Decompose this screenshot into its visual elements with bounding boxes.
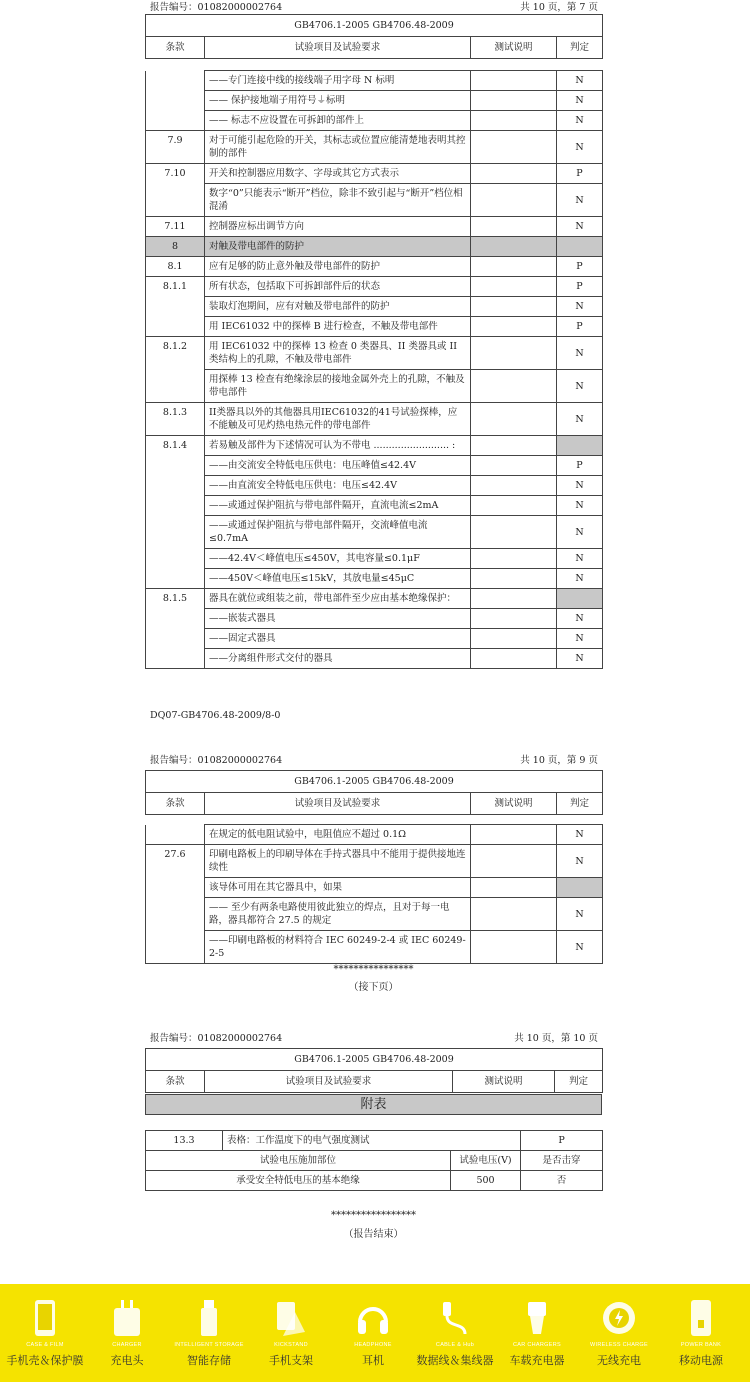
headphone-icon [355,1298,391,1338]
desc-cell [471,131,557,164]
table-row [146,111,603,131]
category-en: INTELLIGENT STORAGE [174,1342,244,1348]
col-verdict: 判定 [557,793,603,815]
verdict-cell: N [557,609,603,629]
report-number: 报告编号：01082000002764 [150,2,283,13]
col-clause: 条款 [146,793,205,815]
col-test-voltage: 试验电压(V) [451,1151,521,1171]
verdict-cell: N [557,217,603,237]
desc-cell [471,898,557,931]
page7-header-table [145,14,603,59]
table-row [146,403,603,436]
category-car-charger[interactable] [492,1284,582,1382]
table-row [146,164,603,184]
category-zh: 智能存储 [187,1354,231,1367]
item-cell: ——专门连接中线的接线端子用字母 N 标明 [205,71,471,91]
desc-cell [471,931,557,964]
verdict-cell [557,436,603,456]
item-cell: II类器具以外的其他器具用IEC61032的41号试验探棒，应不能触及可见灼热电热元件的带电部件 [205,403,471,436]
report-number: 报告编号：01082000002764 [150,1033,283,1044]
document-code: DQ07-GB4706.48-2009/8-0 [150,710,281,721]
item-cell: —— 标志不应设置在可拆卸的部件上 [205,111,471,131]
desc-cell [471,496,557,516]
clause-cell [146,91,205,111]
verdict-cell: P [521,1131,603,1151]
desc-cell [471,589,557,609]
col-clause: 条款 [146,1071,205,1093]
item-cell: 对触及带电部件的防护 [205,237,471,257]
item-cell: 数字“0”只能表示“断开”档位，除非不致引起与“断开”档位相混淆 [205,184,471,217]
table-row [146,516,603,549]
page7-body-table [145,70,603,669]
verdict-cell: P [557,456,603,476]
col-verdict: 判定 [557,37,603,59]
table-row [146,496,603,516]
verdict-cell: N [557,91,603,111]
table-title: 表格：工作温度下的电气强度测试 [223,1131,521,1151]
desc-cell [471,111,557,131]
verdict-cell: P [557,277,603,297]
item-cell: 该导体可用在其它器具中，如果 [205,878,471,898]
report-number: 报告编号：01082000002764 [150,755,283,766]
category-zh: 充电头 [110,1354,144,1367]
desc-cell [471,436,557,456]
category-zh: 移动电源 [679,1354,723,1367]
verdict-cell: N [557,337,603,370]
desc-cell [471,845,557,878]
clause-cell: 8.1.5 [146,589,205,609]
item-cell: 若易触及部件为下述情况可认为不带电 ......................... : [205,436,471,456]
item-cell: 装取灯泡期间，应有对触及带电部件的防护 [205,297,471,317]
table-row [146,91,603,111]
item-cell: ——450V＜峰值电压≤15kV，其放电量≤45μC [205,569,471,589]
clause-cell [146,456,205,476]
col-applied-part: 试验电压施加部位 [146,1151,451,1171]
clause-cell [146,516,205,549]
verdict-cell [557,589,603,609]
table-row [146,649,603,669]
col-breakdown: 是否击穿 [521,1151,603,1171]
appendix-title: 附表 [146,1095,602,1115]
desc-cell [471,297,557,317]
standards-title: GB4706.1-2005 GB4706.48-2009 [146,1049,603,1071]
item-cell: ——分离组件形式交付的器具 [205,649,471,669]
clause-cell [146,111,205,131]
verdict-cell: N [557,569,603,589]
continued-note: （接下页） [348,982,399,993]
table-row [146,257,603,277]
desc-cell [471,609,557,629]
clause-cell: 8.1.1 [146,277,205,297]
item-cell: ——嵌装式器具 [205,609,471,629]
clause-cell: 7.10 [146,164,205,184]
table-row [146,317,603,337]
desc-cell [471,71,557,91]
table-row [146,569,603,589]
product-category-banner [0,1284,750,1382]
desc-cell [471,549,557,569]
clause-cell [146,649,205,669]
category-headphone[interactable] [328,1284,418,1382]
category-en: CHARGER [112,1342,142,1348]
verdict-cell [557,237,603,257]
page9-header-table [145,770,603,815]
desc-cell [471,257,557,277]
table-row [146,217,603,237]
desc-cell [471,277,557,297]
item-cell: ——42.4V＜峰值电压≤450V，其电容量≤0.1μF [205,549,471,569]
page-number: 共 10 页，第 9 页 [520,755,598,766]
category-zh: 手机壳＆保护膜 [6,1354,84,1367]
item-cell: 控制器应标出调节方向 [205,217,471,237]
standards-title: GB4706.1-2005 GB4706.48-2009 [146,15,603,37]
category-en: HEADPHONE [354,1342,392,1348]
clause-cell [146,184,205,217]
item-cell: 印刷电路板上的印刷导体在手持式器具中不能用于提供接地连续性 [205,845,471,878]
item-cell: 用 IEC61032 中的探棒 B 进行检查，不触及带电部件 [205,317,471,337]
appendix-bar [145,1094,602,1115]
page-header [145,1030,602,1044]
category-zh: 车载充电器 [509,1354,565,1367]
item-cell: —— 至少有两条电路使用彼此独立的焊点，且对于每一电路，器具都符合 27.5 的规定 [205,898,471,931]
verdict-cell: P [557,317,603,337]
phone-stand-icon [273,1298,309,1338]
verdict-cell [557,878,603,898]
verdict-cell: N [557,184,603,217]
desc-cell [471,317,557,337]
verdict-cell: P [557,164,603,184]
verdict-cell: N [557,825,603,845]
clause-cell: 8.1 [146,257,205,277]
clause-cell [146,825,205,845]
applied-part: 承受安全特低电压的基本绝缘 [146,1171,451,1191]
desc-cell [471,649,557,669]
category-en: CABLE & Hub [435,1342,475,1348]
clause-cell: 8 [146,237,205,257]
item-cell: ——由直流安全特低电压供电：电压≤42.4V [205,476,471,496]
electric-strength-table [145,1130,603,1191]
desc-cell [471,91,557,111]
power-bank-icon [683,1298,719,1338]
desc-cell [471,237,557,257]
page9-body-table [145,824,603,964]
item-cell: ——固定式器具 [205,629,471,649]
table-row [146,878,603,898]
verdict-cell: N [557,111,603,131]
category-wireless[interactable] [574,1284,664,1382]
page-number: 共 10 页，第 10 页 [514,1033,598,1044]
clause-cell [146,878,205,898]
table-row [146,609,603,629]
clause-cell [146,476,205,496]
verdict-cell: N [557,549,603,569]
verdict-cell: N [557,516,603,549]
desc-cell [471,476,557,496]
clause-cell [146,71,205,91]
category-kickstand[interactable] [246,1284,336,1382]
col-item: 试验项目及试验要求 [205,37,471,59]
clause-cell: 7.11 [146,217,205,237]
verdict-cell: N [557,629,603,649]
verdict-cell: N [557,131,603,164]
item-cell: 应有足够的防止意外触及带电部件的防护 [205,257,471,277]
clause-cell: 13.3 [146,1131,223,1151]
verdict-cell: N [557,931,603,964]
col-verdict: 判定 [555,1071,603,1093]
item-cell: 在规定的低电阻试验中，电阻值应不超过 0.1Ω [205,825,471,845]
clause-cell [146,496,205,516]
standards-title: GB4706.1-2005 GB4706.48-2009 [146,771,603,793]
test-voltage: 500 [451,1171,521,1191]
item-cell: ——或通过保护阻抗与带电部件隔开，直流电流≤2mA [205,496,471,516]
table-row [146,370,603,403]
table-row [146,931,603,964]
item-cell: 用 IEC61032 中的探棒 13 检查 0 类器具、II 类器具或 II 类结构上的孔隙，不触及带电部件 [205,337,471,370]
item-cell: 所有状态，包括取下可拆卸部件后的状态 [205,277,471,297]
clause-cell: 27.6 [146,845,205,878]
category-cable[interactable] [410,1284,500,1382]
col-desc: 测试说明 [471,793,557,815]
item-cell: —— 保护接地端子用符号⏚标明 [205,91,471,111]
category-zh: 手机支架 [269,1354,313,1367]
category-en: POWER BANK [680,1342,722,1348]
item-cell: 对于可能引起危险的开关，其标志或位置应能清楚地表明其控制的部件 [205,131,471,164]
item-cell: 开关和控制器应用数字、字母或其它方式表示 [205,164,471,184]
clause-cell [146,609,205,629]
page10-header-table [145,1048,603,1093]
category-zh: 数据线＆集线器 [416,1354,494,1367]
table-row [146,297,603,317]
table-row [146,71,603,91]
table-row [146,825,603,845]
charger-icon [109,1298,145,1338]
clause-cell [146,549,205,569]
clause-cell [146,898,205,931]
verdict-cell: N [557,845,603,878]
category-case-film[interactable] [0,1284,90,1382]
category-charger[interactable] [82,1284,172,1382]
category-en: CASE & FILM [26,1342,64,1348]
table-row [146,277,603,297]
verdict-cell: P [557,257,603,277]
verdict-cell: N [557,370,603,403]
table-row [146,436,603,456]
col-desc: 测试说明 [453,1071,555,1093]
item-cell: ——印刷电路板的材料符合 IEC 60249-2-4 或 IEC 60249-2-5 [205,931,471,964]
breakdown: 否 [521,1171,603,1191]
page-number: 共 10 页，第 7 页 [520,2,598,13]
clause-cell [146,569,205,589]
category-en: KICKSTAND [274,1342,308,1348]
item-cell: 器具在就位或组装之前，带电部件至少应由基本绝缘保护： [205,589,471,609]
category-zh: 耳机 [362,1354,384,1367]
cable-icon [437,1298,473,1338]
section-row [146,237,603,257]
verdict-cell: N [557,496,603,516]
desc-cell [471,164,557,184]
page7-rows [146,71,603,669]
col-desc: 测试说明 [471,37,557,59]
clause-cell: 7.9 [146,131,205,164]
table-row [146,456,603,476]
page9-rows [146,825,603,964]
table-row [146,476,603,496]
desc-cell [471,629,557,649]
category-power-bank[interactable] [656,1284,746,1382]
category-en: CAR CHARGERS [513,1342,561,1348]
col-clause: 条款 [146,37,205,59]
table-row [146,549,603,569]
verdict-cell: N [557,649,603,669]
clause-cell: 8.1.2 [146,337,205,370]
table-row [146,898,603,931]
col-item: 试验项目及试验要求 [205,1071,453,1093]
category-storage[interactable] [164,1284,254,1382]
desc-cell [471,217,557,237]
desc-cell [471,516,557,549]
verdict-cell: N [557,403,603,436]
table-row [146,131,603,164]
desc-cell [471,337,557,370]
table-row [146,337,603,370]
desc-cell [471,569,557,589]
car-charger-icon [519,1298,555,1338]
report-end: （报告结束） [343,1229,404,1240]
wireless-charge-icon [601,1298,637,1338]
item-cell: ——由交流安全特低电压供电：电压峰值≤42.4V [205,456,471,476]
desc-cell [471,878,557,898]
table-row [146,184,603,217]
phone-case-icon [27,1298,63,1338]
clause-cell: 8.1.4 [146,436,205,456]
clause-cell [146,370,205,403]
item-cell: ——或通过保护阻抗与带电部件隔开，交流峰值电流≤0.7mA [205,516,471,549]
desc-cell [471,184,557,217]
verdict-cell: N [557,297,603,317]
category-zh: 无线充电 [597,1354,641,1367]
table-row [146,629,603,649]
item-cell: 用探棒 13 检查有绝缘涂层的接地金属外壳上的孔隙，不触及带电部件 [205,370,471,403]
desc-cell [471,456,557,476]
page-header [145,0,602,13]
desc-cell [471,370,557,403]
col-item: 试验项目及试验要求 [205,793,471,815]
usb-drive-icon [191,1298,227,1338]
desc-cell [471,403,557,436]
stars-divider: **************** [333,964,414,975]
verdict-cell: N [557,71,603,91]
table-row [146,845,603,878]
clause-cell: 8.1.3 [146,403,205,436]
clause-cell [146,297,205,317]
clause-cell [146,931,205,964]
table-row [146,1171,603,1191]
table-row [146,589,603,609]
desc-cell [471,825,557,845]
clause-cell [146,629,205,649]
stars-divider: ***************** [331,1210,416,1221]
clause-cell [146,317,205,337]
page-header [145,752,602,766]
category-en: WIRELESS CHARGE [590,1342,648,1348]
verdict-cell: N [557,476,603,496]
verdict-cell: N [557,898,603,931]
